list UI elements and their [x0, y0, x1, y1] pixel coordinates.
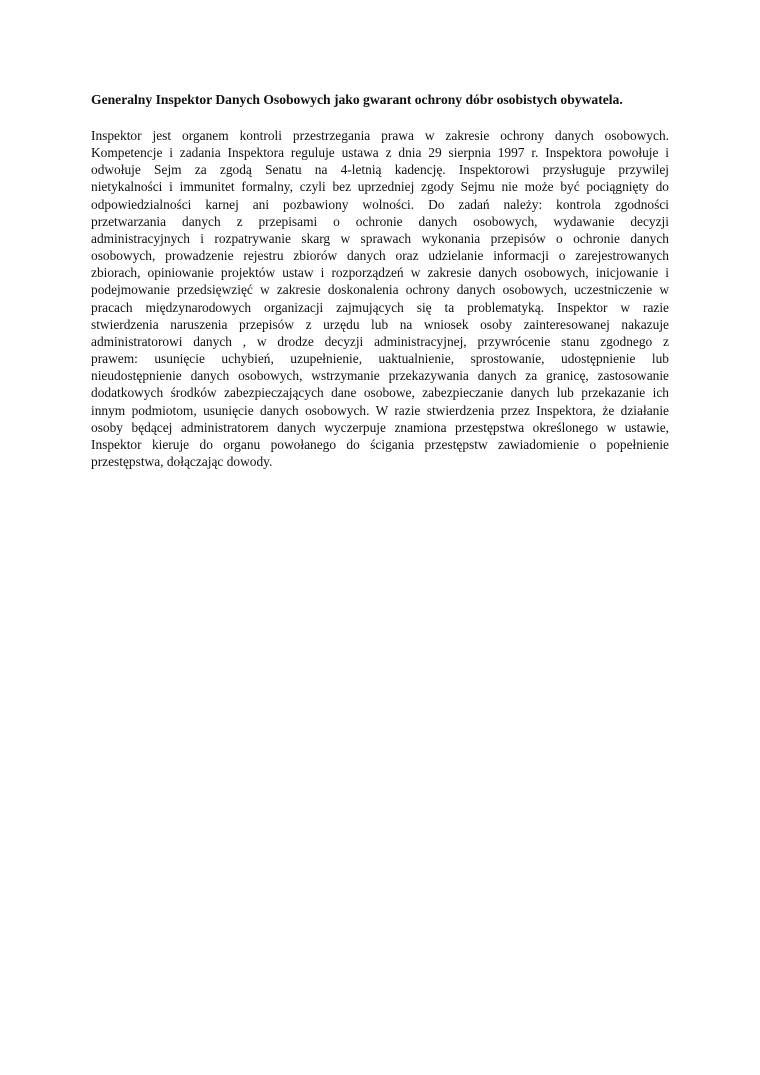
paragraph-line: prawem: usunięcie uchybień, uzupełnienie, uaktualnienie, sprostowanie, udostępnienie lub [91, 351, 669, 367]
paragraph-line: przestępstwa, dołączając dowody. [91, 453, 273, 469]
document-paragraph [91, 127, 669, 470]
paragraph-line: stwierdzenia naruszenia przepisów z urzędu lub na wniosek osoby zainteresowanej nakazuje [91, 316, 669, 332]
paragraph-line: zbiorach, opiniowanie projektów ustaw i rozporządzeń w zakresie danych osobowych, inicjowanie i [91, 265, 669, 281]
paragraph-line: odpowiedzialności karnej ani pozbawiony wolności. Do zadań należy: kontrola zgodności [91, 196, 669, 212]
paragraph-line: administratorowi danych , w drodze decyzji administracyjnej, przywrócenie stanu zgodnego z [91, 333, 669, 349]
paragraph-line: przetwarzania danych z przepisami o ochronie danych osobowych, wydawanie decyzji [91, 213, 669, 229]
paragraph-line: nietykalności i immunitet formalny, czyli bez uprzedniej zgody Sejmu nie może być pociągnięty do [91, 179, 669, 195]
paragraph-line: odwołuje Sejm za zgodą Senatu na 4-letnią kadencję. Inspektorowi przysługuje przywilej [91, 162, 669, 178]
document-title: Generalny Inspektor Danych Osobowych jako gwarant ochrony dóbr osobistych obywatela. [91, 92, 623, 107]
paragraph-line: nieudostępnienie danych osobowych, wstrzymanie przekazywania danych za granicę, zastosowanie [91, 368, 669, 384]
paragraph-line: innym podmiotom, usunięcie danych osobowych. W razie stwierdzenia przez Inspektora, że działanie [91, 402, 669, 418]
document-content [91, 91, 669, 470]
paragraph-line: pracach międzynarodowych organizacji zajmujących się ta problematyką. Inspektor w razie [91, 299, 669, 315]
paragraph-line: dodatkowych środków zabezpieczających dane osobowe, zabezpieczanie danych lub przekazanie ich [91, 385, 669, 401]
paragraph-line: podejmowanie przedsięwzięć w zakresie doskonalenia ochrony danych osobowych, uczestniczenie w [91, 282, 669, 298]
paragraph-line: osoby będącej administratorem danych wyczerpuje znamiona przestępstwa określonego w ustawie, [91, 419, 669, 435]
paragraph-line: Inspektor kieruje do organu powołanego do ścigania przestępstw zawiadomienie o popełnienie [91, 436, 669, 452]
paragraph-line: Kompetencje i zadania Inspektora reguluje ustawa z dnia 29 sierpnia 1997 r. Inspektora powołuje i [91, 145, 669, 161]
paragraph-line: administracyjnych i rozpatrywanie skarg w sprawach wykonania przepisów o ochronie danych [91, 230, 669, 246]
paragraph-line: osobowych, prowadzenie rejestru zbiorów danych oraz udzielanie informacji o zarejestrowanych [91, 248, 669, 264]
paragraph-line: Inspektor jest organem kontroli przestrzegania prawa w zakresie ochrony danych osobowych. [91, 128, 669, 143]
